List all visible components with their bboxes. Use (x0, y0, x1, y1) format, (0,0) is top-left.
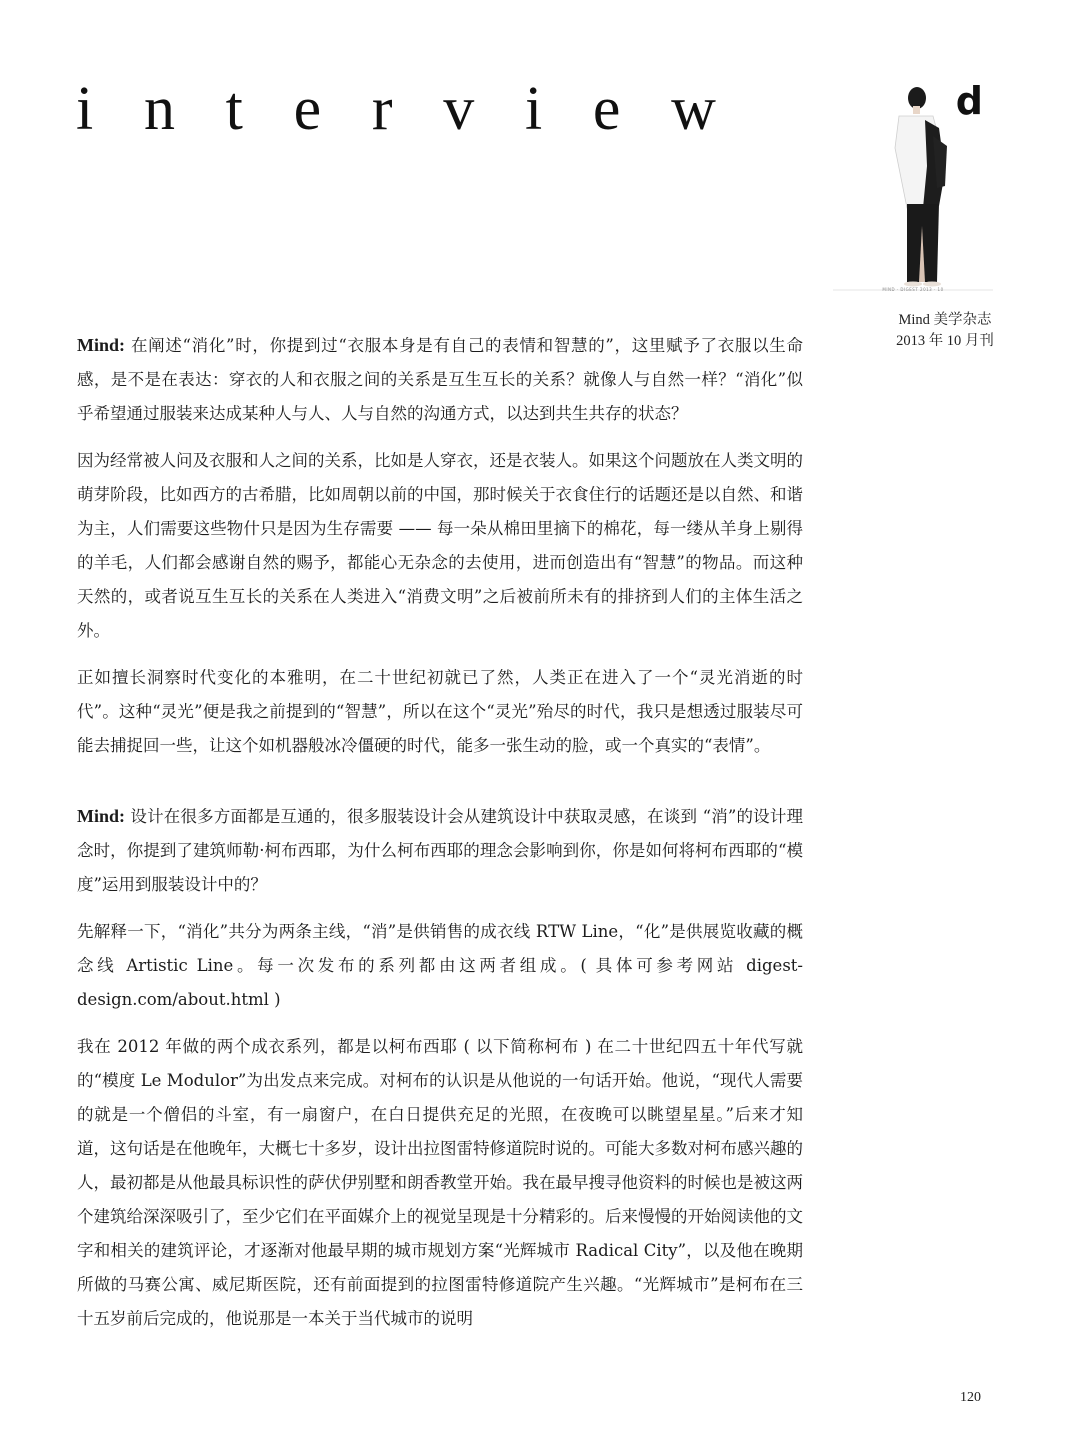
answer-paragraph: 我在 2012 年做的两个成衣系列，都是以柯布西耶 ( 以下简称柯布 ) 在二十世纪四五十年代写就的“模度 Le Modulor”为出发点来完成。对柯布的认识是从他说的一句话开始。他说，“现代人需要的就是一个僧侣的斗室，有一扇窗户，在白日提供充足的光照，在夜晚可以眺望星星。”后来才知道，这句话是在他晚年，大概七十多岁，设计出拉图雷特修道院时说的。可能大多数对柯布感兴趣的人，最初都是从他最具标识性的萨伏伊别墅和朗香教堂开始。我在最早搜寻他资料的时候也是被这两个建筑给深深吸引了，至少它们在平面媒介上的视觉呈现是十分精彩的。后来慢慢的开始阅读他的文字和相关的建筑评论，才逐渐对他最早期的城市规划方案“光辉城市 Radical City”，以及他在晚期所做的马赛公寓、威尼斯医院，还有前面提到的拉图雷特修道院产生兴趣。“光辉城市”是柯布在三十五岁前后完成的，他说那是一本关于当代城市的说明 (77, 1037, 803, 1328)
interview-article (77, 328, 803, 1349)
answer-paragraph: 先解释一下，“消化”共分为两条主线，“消”是供销售的成衣线 RTW Line，“化”是供展览收藏的概念线 Artistic Line。每一次发布的系列都由这两者组成。( 具体可参考网站 digest-design.com/about.html ) (77, 922, 803, 1009)
speaker-label: Mind: (77, 806, 126, 826)
headline-letter: e (592, 75, 621, 143)
question-text: 在阐述“消化”时，你提到过“衣服本身是有自己的表情和智慧的”，这里赋予了衣服以生命感，是不是在表达：穿衣的人和衣服之间的关系是互生互长的关系？就像人与自然一样？“消化”似乎希望通过服装来达成某种人与人、人与自然的沟通方式，以达到共生共存的状态？ (77, 336, 803, 423)
page-number: 120 (960, 1390, 981, 1405)
cover-logo: d (955, 79, 983, 123)
headline-letter: t (225, 75, 243, 143)
question-paragraph (77, 328, 803, 431)
headline-letter: r (371, 75, 393, 143)
cover-caption: MIND · DIGEST 2013 · 10 (882, 287, 944, 292)
question-paragraph (77, 799, 803, 902)
answer-paragraph: 因为经常被人问及衣服和人之间的关系，比如是人穿衣，还是衣装人。如果这个问题放在人类文明的萌芽阶段，比如西方的古希腊，比如周朝以前的中国，那时候关于衣食住行的话题还是以自然、和谐为主，人们需要这些物什只是因为生存需要 —— 每一朵从棉田里摘下的棉花，每一缕从羊身上剔得的羊毛，人们都会感谢自然的赐予，都能心无杂念的去使用，进而创造出有“智慧”的物品。而这种天然的，或者说互生互长的关系在人类进入“消费文明”之后被前所未有的排挤到人们的主体生活之外。 (77, 451, 803, 640)
magazine-cover-image (833, 76, 993, 298)
speaker-label: Mind: (77, 335, 126, 355)
headline-letter: n (143, 75, 175, 143)
headline-letter: i (76, 75, 94, 143)
headline-letter: e (293, 75, 322, 143)
page-headline (76, 60, 716, 143)
answer-paragraph: 正如擅长洞察时代变化的本雅明，在二十世纪初就已了然，人类正在进入了一个“灵光消逝的时代”。这种“灵光”便是我之前提到的“智慧”，所以在这个“灵光”殆尽的时代，我只是想透过服装尽可能去捕捉回一些，让这个如机器般冰冷僵硬的时代，能多一张生动的脸，或一个真实的“表情”。 (77, 668, 803, 755)
headline-letter: v (443, 75, 475, 143)
magazine-name: Mind 美学杂志 (898, 312, 992, 328)
magazine-issue-caption (880, 310, 1010, 352)
headline-letter: i (524, 75, 543, 143)
magazine-issue-date: 2013 年 10 月刊 (896, 333, 994, 349)
headline-letter: w (671, 75, 716, 143)
question-text: 设计在很多方面都是互通的，很多服装设计会从建筑设计中获取灵感，在谈到 “消”的设计理念时，你提到了建筑师勒·柯布西耶，为什么柯布西耶的理念会影响到你，你是如何将柯布西耶的“模度”运用到服装设计中的？ (77, 807, 803, 894)
